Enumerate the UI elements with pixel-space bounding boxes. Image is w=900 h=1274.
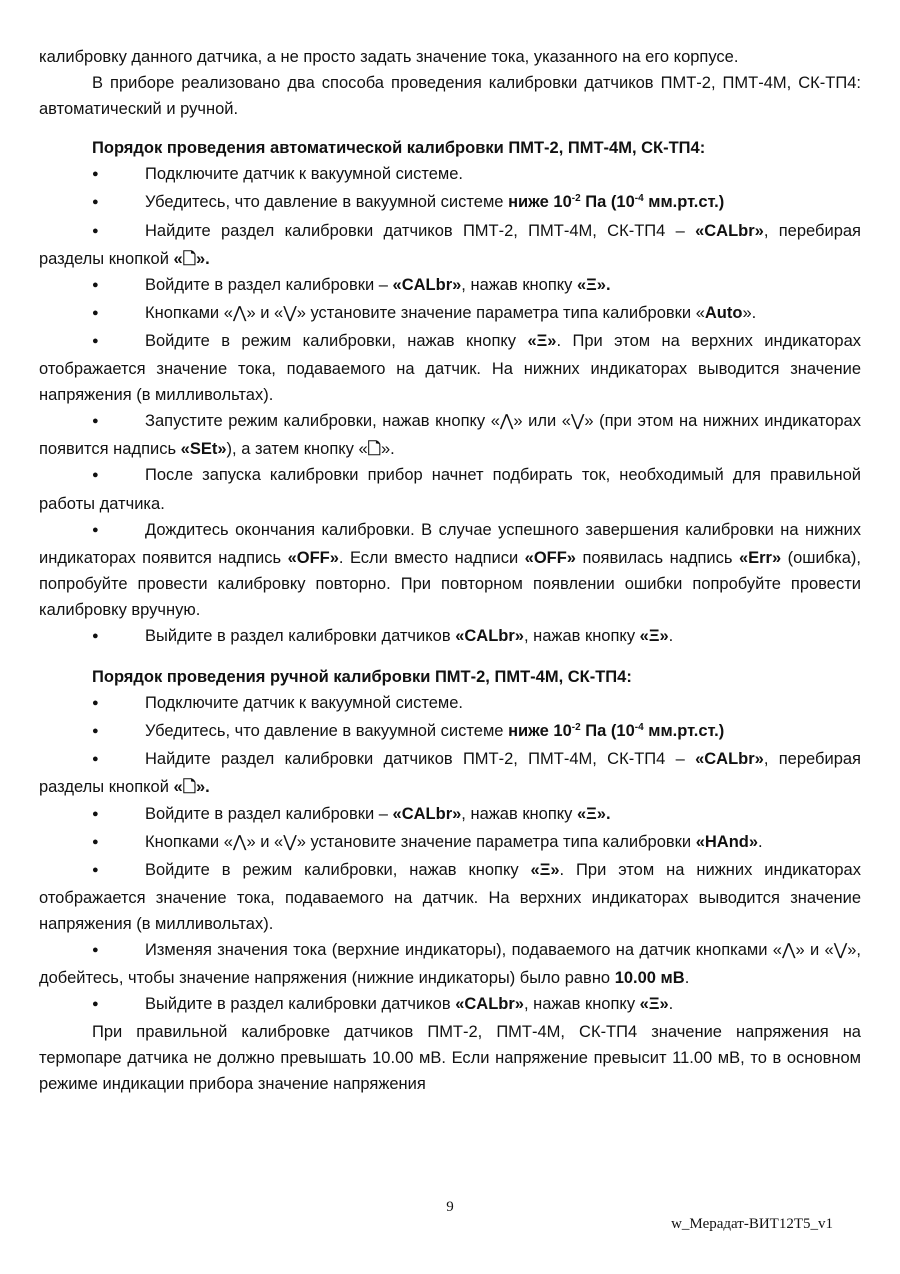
auto-step-7: ●Запустите режим калибровки, нажав кнопку «⋀» или «⋁» (при этом на нижних индикаторах появится надпись «SEt»), а затем кнопку «🗋». <box>39 408 861 462</box>
page-number: 9 <box>446 1199 454 1215</box>
bullet-icon <box>92 937 145 965</box>
bullet-icon <box>92 161 145 189</box>
document-id: w_Мерадат-ВИТ12Т5_v1 <box>671 1216 833 1232</box>
bullet-icon <box>92 690 145 718</box>
auto-step-4: ●Войдите в раздел калибровки – «CALbr», нажав кнопку «Ξ». <box>39 272 861 300</box>
manual-step-3: ●Найдите раздел калибровки датчиков ПМТ-2, ПМТ-4М, СК-ТП4 – «CALbr», перебирая разделы кнопкой «🗋». <box>39 746 861 800</box>
bullet-icon <box>92 272 145 300</box>
auto-step-5: ●Кнопками «⋀» и «⋁» установите значение параметра типа калибровки «Auto». <box>39 300 861 328</box>
bullet-icon <box>92 829 145 857</box>
auto-step-8: ●После запуска калибровки прибор начнет подбирать ток, необходимый для правильной работы датчика. <box>39 462 861 516</box>
document-page <box>39 44 861 1098</box>
bullet-icon <box>92 328 145 356</box>
auto-step-1: ●Подключите датчик к вакуумной системе. <box>39 161 861 189</box>
manual-step-2: ●Убедитесь, что давление в вакуумной системе ниже $10^{-2}$ Па ($10^{-4}$ мм.рт.ст.) <box>39 718 861 746</box>
manual-step-8: ●Выйдите в раздел калибровки датчиков «CALbr», нажав кнопку «Ξ». <box>39 991 861 1019</box>
bullet-icon <box>92 408 145 436</box>
intro-paragraph: калибровку данного датчика, а не просто задать значение тока, указанного на его корпусе. <box>39 48 739 66</box>
manual-step-7: ●Изменяя значения тока (верхние индикаторы), подаваемого на датчик кнопками «⋀» и «⋁», добейтесь, чтобы значение напряжения (нижние индикаторы) было равно 10.00 мВ. <box>39 937 861 991</box>
intro-methods-paragraph: В приборе реализовано два способа проведения калибровки датчиков ПМТ-2, ПМТ-4М, СК-ТП4: автоматический и ручной. <box>39 74 861 119</box>
bullet-icon <box>92 718 145 746</box>
bullet-icon <box>92 517 145 545</box>
auto-step-2: ●Убедитесь, что давление в вакуумной системе ниже $10^{-2}$ Па ($10^{-4}$ мм.рт.ст.) <box>39 189 861 217</box>
auto-step-9: ●Дождитесь окончания калибровки. В случае успешного завершения калибровки на нижних индикаторах появится надпись «OFF». Если вместо надписи «OFF» появилась надпись «Err» (ошибка), попробуйте провести калибровку повторно. При повторном появлении ошибки попробуйте провести калибровку вручную. <box>39 517 861 623</box>
manual-step-4: ●Войдите в раздел калибровки – «CALbr», нажав кнопку «Ξ». <box>39 801 861 829</box>
bullet-icon <box>92 462 145 490</box>
manual-step-1: ●Подключите датчик к вакуумной системе. <box>39 690 861 718</box>
manual-calibration-heading: Порядок проведения ручной калибровки ПМТ-2, ПМТ-4М, СК-ТП4: <box>92 668 632 687</box>
bullet-icon <box>92 857 145 885</box>
auto-step-3: ●Найдите раздел калибровки датчиков ПМТ-2, ПМТ-4М, СК-ТП4 – «CALbr», перебирая разделы кнопкой «🗋». <box>39 218 861 272</box>
bullet-icon <box>92 218 145 246</box>
manual-step-5: ●Кнопками «⋀» и «⋁» установите значение параметра типа калибровки «HAnd». <box>39 829 861 857</box>
bullet-icon <box>92 801 145 829</box>
closing-paragraph: При правильной калибровке датчиков ПМТ-2, ПМТ-4М, СК-ТП4 значение напряжения на термопаре датчика не должно превышать 10.00 мВ. Если напряжение превысит 11.00 мВ, то в основном режиме индикации прибора значение напряжения <box>39 1023 861 1094</box>
bullet-icon <box>92 189 145 217</box>
auto-step-6: ●Войдите в режим калибровки, нажав кнопку «Ξ». При этом на верхних индикаторах отображается значение тока, подаваемого на датчик. На нижних индикаторах выводится значение напряжения (в милливольтах). <box>39 328 861 408</box>
bullet-icon <box>92 623 145 651</box>
bullet-icon <box>92 991 145 1019</box>
auto-calibration-heading: Порядок проведения автоматической калибровки ПМТ-2, ПМТ-4М, СК-ТП4: <box>92 139 706 158</box>
auto-step-10: ●Выйдите в раздел калибровки датчиков «CALbr», нажав кнопку «Ξ». <box>39 623 861 651</box>
bullet-icon <box>92 300 145 328</box>
bullet-icon <box>92 746 145 774</box>
manual-step-6: ●Войдите в режим калибровки, нажав кнопку «Ξ». При этом на нижних индикаторах отображается значение тока, подаваемого на датчик. На верхних индикаторах выводится значение напряжения (в милливольтах). <box>39 857 861 937</box>
